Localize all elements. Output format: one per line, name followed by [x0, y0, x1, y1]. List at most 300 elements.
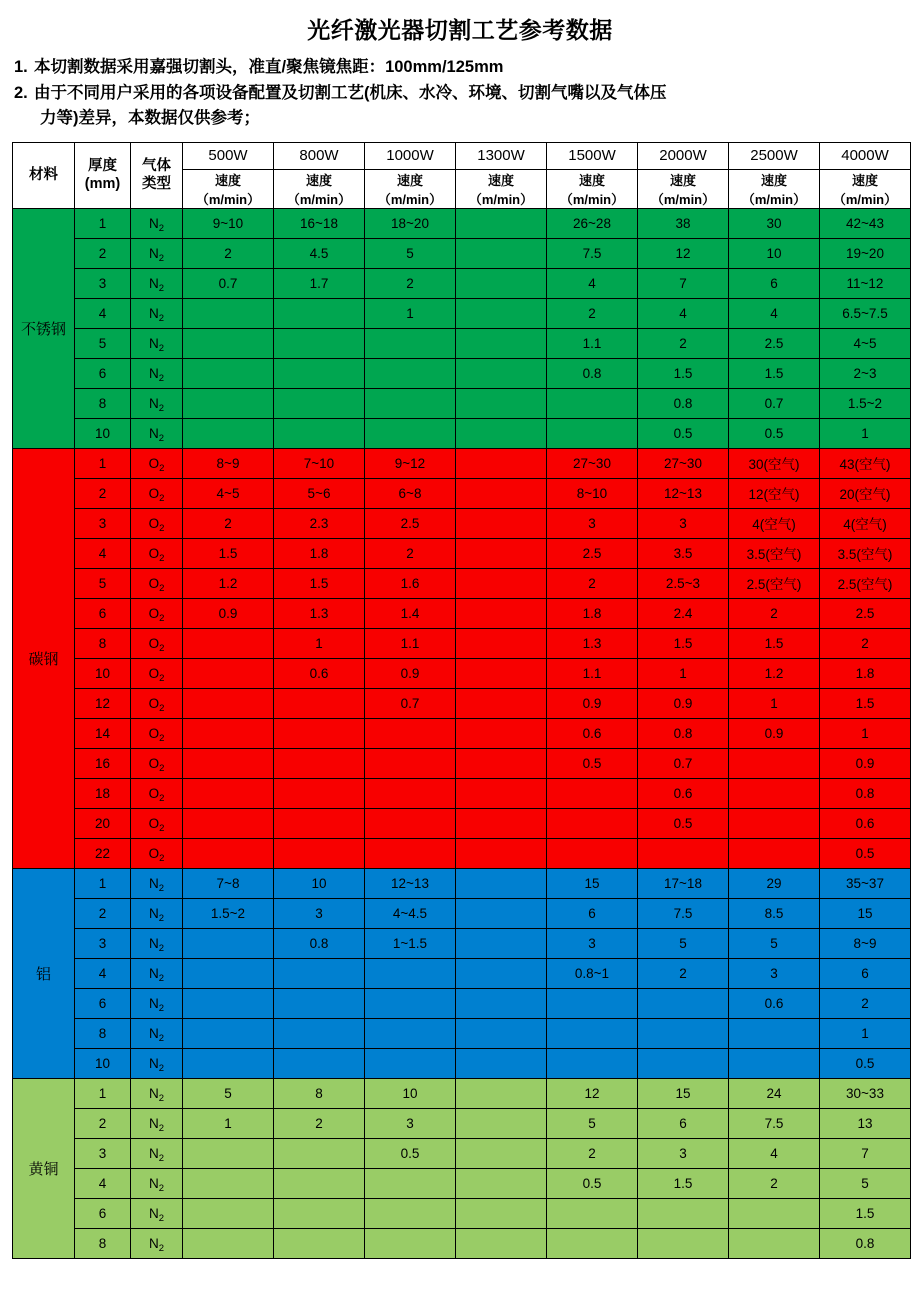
speed-cell-1300w: [456, 1078, 547, 1108]
speed-cell-1500w: [547, 1228, 638, 1258]
speed-cell-1000w: 3: [365, 1108, 456, 1138]
speed-cell-1300w: [456, 268, 547, 298]
speed-cell-1500w: 4: [547, 268, 638, 298]
speed-cell-2500w: [729, 1048, 820, 1078]
speed-cell-800w: [274, 778, 365, 808]
speed-cell-1300w: [456, 238, 547, 268]
speed-cell-2000w: 7: [638, 268, 729, 298]
speed-cell-1000w: [365, 718, 456, 748]
thickness-cell: 10: [75, 1048, 131, 1078]
note-1-text: 本切割数据采用嘉强切割头，准直/聚焦镜焦距：100mm/125mm: [34, 58, 504, 76]
speed-cell-4000w: 1: [820, 718, 911, 748]
speed-cell-800w: 1: [274, 628, 365, 658]
speed-cell-4000w: 1.5: [820, 1198, 911, 1228]
table-row: [13, 958, 911, 988]
speed-cell-500w: 0.7: [183, 268, 274, 298]
speed-cell-2000w: 4: [638, 298, 729, 328]
note-2: [14, 81, 908, 107]
thickness-cell: 4: [75, 1168, 131, 1198]
table-row: [13, 238, 911, 268]
thickness-cell: 16: [75, 748, 131, 778]
speed-cell-2500w: 7.5: [729, 1108, 820, 1138]
speed-cell-800w: [274, 1228, 365, 1258]
gas-type-cell: $N_2$: [131, 1228, 183, 1258]
speed-cell-4000w: 3.5(空气): [820, 538, 911, 568]
speed-cell-1500w: [547, 388, 638, 418]
speed-cell-2500w: 2.5: [729, 328, 820, 358]
table-row: [13, 658, 911, 688]
speed-unit: （m/min）: [559, 191, 625, 207]
note-2-text: 由于不同用户采用的各项设备配置及切割工艺(机床、水冷、环境、切割气嘴以及气体压: [34, 83, 667, 102]
speed-cell-4000w: 0.9: [820, 748, 911, 778]
material-cell-carbon-steel: 碳钢: [13, 448, 75, 868]
speed-cell-1300w: [456, 508, 547, 538]
thickness-cell: 6: [75, 1198, 131, 1228]
speed-cell-2000w: 2.4: [638, 598, 729, 628]
thickness-cell: 12: [75, 688, 131, 718]
speed-cell-2000w: 6: [638, 1108, 729, 1138]
speed-unit: （m/min）: [468, 191, 534, 207]
gas-type-cell: $N_2$: [131, 418, 183, 448]
gas-type-cell: $N_2$: [131, 1078, 183, 1108]
table-row: [13, 898, 911, 928]
thickness-cell: 6: [75, 598, 131, 628]
note-1: [14, 55, 908, 81]
speed-cell-500w: [183, 628, 274, 658]
table-row: [13, 1228, 911, 1258]
speed-cell-1500w: 26~28: [547, 208, 638, 238]
speed-cell-1300w: [456, 748, 547, 778]
table-row: [13, 808, 911, 838]
speed-cell-2000w: 38: [638, 208, 729, 238]
speed-cell-1000w: 2: [365, 538, 456, 568]
thickness-cell: 10: [75, 658, 131, 688]
speed-cell-1500w: 0.8~1: [547, 958, 638, 988]
speed-cell-1300w: [456, 898, 547, 928]
speed-cell-2000w: 5: [638, 928, 729, 958]
speed-cell-500w: [183, 1138, 274, 1168]
gas-type-cell: $O_2$: [131, 598, 183, 628]
speed-cell-2000w: [638, 838, 729, 868]
speed-cell-800w: 16~18: [274, 208, 365, 238]
table-row: [13, 268, 911, 298]
speed-cell-1500w: 0.8: [547, 358, 638, 388]
header-power-2000w: 2000W: [638, 142, 729, 169]
speed-cell-500w: [183, 1018, 274, 1048]
table-row: [13, 1198, 911, 1228]
gas-type-cell: $N_2$: [131, 1138, 183, 1168]
thickness-cell: 3: [75, 268, 131, 298]
speed-cell-2500w: 4: [729, 298, 820, 328]
speed-cell-2500w: [729, 1198, 820, 1228]
table-row: [13, 208, 911, 238]
speed-cell-2000w: 15: [638, 1078, 729, 1108]
thickness-cell: 1: [75, 868, 131, 898]
speed-cell-1000w: [365, 418, 456, 448]
table-row: [13, 988, 911, 1018]
speed-cell-4000w: 1: [820, 418, 911, 448]
speed-cell-1000w: [365, 838, 456, 868]
speed-cell-500w: 1: [183, 1108, 274, 1138]
speed-cell-2500w: [729, 838, 820, 868]
speed-cell-500w: 1.5: [183, 538, 274, 568]
speed-cell-500w: 8~9: [183, 448, 274, 478]
speed-cell-800w: [274, 838, 365, 868]
speed-cell-1300w: [456, 868, 547, 898]
table-row: [13, 598, 911, 628]
speed-cell-1000w: 2.5: [365, 508, 456, 538]
speed-cell-1000w: 1.1: [365, 628, 456, 658]
speed-cell-2000w: 0.6: [638, 778, 729, 808]
speed-cell-1300w: [456, 448, 547, 478]
header-gas-line1: 气体: [142, 158, 171, 175]
speed-cell-2500w: 1: [729, 688, 820, 718]
material-cell-aluminium: 铝: [13, 868, 75, 1078]
speed-cell-4000w: 42~43: [820, 208, 911, 238]
speed-cell-1500w: [547, 808, 638, 838]
speed-cell-1500w: 0.5: [547, 748, 638, 778]
gas-type-cell: $N_2$: [131, 1168, 183, 1198]
speed-label: 速度: [669, 172, 696, 188]
material-cell-stainless-steel: 不锈钢: [13, 208, 75, 448]
speed-cell-1300w: [456, 598, 547, 628]
gas-type-cell: $N_2$: [131, 1198, 183, 1228]
speed-cell-2500w: 4: [729, 1138, 820, 1168]
speed-cell-800w: 3: [274, 898, 365, 928]
header-speed-4000w: [820, 169, 911, 208]
speed-cell-1300w: [456, 1168, 547, 1198]
speed-cell-2000w: 2.5~3: [638, 568, 729, 598]
speed-cell-2000w: [638, 1018, 729, 1048]
speed-cell-1300w: [456, 628, 547, 658]
speed-cell-1500w: 0.9: [547, 688, 638, 718]
speed-cell-1000w: [365, 1048, 456, 1078]
speed-cell-500w: [183, 1228, 274, 1258]
speed-cell-2000w: [638, 988, 729, 1018]
speed-label: 速度: [760, 172, 787, 188]
thickness-cell: 10: [75, 418, 131, 448]
speed-cell-4000w: 6.5~7.5: [820, 298, 911, 328]
header-thickness-line2: (mm): [84, 176, 121, 193]
gas-type-cell: $N_2$: [131, 898, 183, 928]
speed-cell-1500w: [547, 988, 638, 1018]
speed-cell-2500w: 2.5(空气): [729, 568, 820, 598]
speed-cell-2500w: 0.9: [729, 718, 820, 748]
speed-cell-1300w: [456, 688, 547, 718]
speed-cell-1300w: [456, 1048, 547, 1078]
speed-cell-500w: [183, 958, 274, 988]
speed-cell-800w: [274, 1018, 365, 1048]
speed-cell-2500w: 5: [729, 928, 820, 958]
speed-cell-4000w: 0.8: [820, 1228, 911, 1258]
speed-cell-500w: [183, 988, 274, 1018]
gas-type-cell: $O_2$: [131, 838, 183, 868]
speed-cell-4000w: 2~3: [820, 358, 911, 388]
speed-unit: （m/min）: [286, 191, 352, 207]
gas-type-cell: $N_2$: [131, 298, 183, 328]
speed-cell-1500w: [547, 1198, 638, 1228]
table-row: [13, 478, 911, 508]
header-power-4000w: 4000W: [820, 142, 911, 169]
header-power-1300w: 1300W: [456, 142, 547, 169]
speed-cell-2000w: 1: [638, 658, 729, 688]
header-speed-2000w: [638, 169, 729, 208]
thickness-cell: 5: [75, 568, 131, 598]
speed-cell-1000w: [365, 328, 456, 358]
speed-cell-4000w: 43(空气): [820, 448, 911, 478]
speed-cell-1500w: [547, 418, 638, 448]
speed-unit: （m/min）: [650, 191, 716, 207]
speed-cell-1300w: [456, 928, 547, 958]
speed-label: 速度: [305, 172, 332, 188]
speed-cell-2500w: 8.5: [729, 898, 820, 928]
speed-cell-1000w: 10: [365, 1078, 456, 1108]
thickness-cell: 1: [75, 448, 131, 478]
speed-cell-2000w: 7.5: [638, 898, 729, 928]
speed-cell-800w: [274, 718, 365, 748]
table-row: [13, 1108, 911, 1138]
thickness-cell: 22: [75, 838, 131, 868]
gas-type-cell: $N_2$: [131, 328, 183, 358]
gas-type-cell: $O_2$: [131, 628, 183, 658]
table-row: [13, 868, 911, 898]
speed-cell-1500w: 12: [547, 1078, 638, 1108]
speed-cell-2000w: [638, 1198, 729, 1228]
speed-cell-1000w: 5: [365, 238, 456, 268]
speed-cell-2000w: 1.5: [638, 628, 729, 658]
speed-cell-800w: [274, 748, 365, 778]
speed-cell-4000w: 2.5(空气): [820, 568, 911, 598]
speed-cell-1000w: [365, 1228, 456, 1258]
speed-cell-500w: [183, 718, 274, 748]
speed-label: 速度: [487, 172, 514, 188]
gas-type-cell: $N_2$: [131, 388, 183, 418]
header-gas-line2: 类型: [142, 176, 171, 193]
speed-cell-500w: 7~8: [183, 868, 274, 898]
speed-cell-1500w: 2: [547, 298, 638, 328]
speed-cell-1500w: [547, 838, 638, 868]
header-power-500w: 500W: [183, 142, 274, 169]
thickness-cell: 6: [75, 358, 131, 388]
speed-cell-2500w: 4(空气): [729, 508, 820, 538]
table-row: [13, 1018, 911, 1048]
thickness-cell: 14: [75, 718, 131, 748]
speed-cell-2500w: 1.2: [729, 658, 820, 688]
thickness-cell: 3: [75, 508, 131, 538]
speed-cell-1300w: [456, 1108, 547, 1138]
speed-cell-500w: 5: [183, 1078, 274, 1108]
speed-cell-800w: 2: [274, 1108, 365, 1138]
table-row: [13, 778, 911, 808]
table-row: [13, 748, 911, 778]
material-cell-brass: 黄铜: [13, 1078, 75, 1258]
speed-cell-1500w: 3: [547, 928, 638, 958]
header-power-1000w: 1000W: [365, 142, 456, 169]
table-row: [13, 838, 911, 868]
speed-cell-2500w: 0.6: [729, 988, 820, 1018]
speed-cell-1000w: 2: [365, 268, 456, 298]
gas-type-cell: $O_2$: [131, 658, 183, 688]
speed-cell-1000w: [365, 808, 456, 838]
speed-cell-800w: 1.3: [274, 598, 365, 628]
speed-cell-1000w: [365, 1198, 456, 1228]
speed-cell-2500w: [729, 748, 820, 778]
speed-cell-500w: [183, 328, 274, 358]
table-row: [13, 718, 911, 748]
speed-cell-2500w: 29: [729, 868, 820, 898]
speed-cell-1500w: 2.5: [547, 538, 638, 568]
gas-type-cell: $N_2$: [131, 958, 183, 988]
thickness-cell: 6: [75, 988, 131, 1018]
header-speed-2500w: [729, 169, 820, 208]
table-row: [13, 688, 911, 718]
speed-cell-2500w: 24: [729, 1078, 820, 1108]
speed-cell-1000w: 1: [365, 298, 456, 328]
speed-cell-500w: [183, 748, 274, 778]
table-row: [13, 298, 911, 328]
speed-cell-1500w: 2: [547, 568, 638, 598]
gas-type-cell: $N_2$: [131, 1048, 183, 1078]
thickness-cell: 3: [75, 1138, 131, 1168]
speed-cell-2000w: 0.8: [638, 388, 729, 418]
gas-type-cell: $O_2$: [131, 538, 183, 568]
gas-type-cell: $N_2$: [131, 358, 183, 388]
gas-type-cell: $O_2$: [131, 778, 183, 808]
speed-cell-2000w: 1.5: [638, 1168, 729, 1198]
speed-cell-1300w: [456, 778, 547, 808]
speed-cell-4000w: 5: [820, 1168, 911, 1198]
speed-cell-1500w: 2: [547, 1138, 638, 1168]
speed-cell-4000w: 2: [820, 988, 911, 1018]
speed-cell-2500w: 3: [729, 958, 820, 988]
speed-cell-1300w: [456, 568, 547, 598]
speed-label: 速度: [396, 172, 423, 188]
speed-cell-4000w: 1: [820, 1018, 911, 1048]
speed-cell-500w: [183, 928, 274, 958]
speed-cell-500w: [183, 838, 274, 868]
speed-cell-1500w: 1.1: [547, 658, 638, 688]
speed-cell-1000w: 1.4: [365, 598, 456, 628]
speed-cell-500w: [183, 358, 274, 388]
table-row: [13, 628, 911, 658]
speed-cell-1300w: [456, 538, 547, 568]
speed-cell-1000w: [365, 778, 456, 808]
speed-label: 速度: [578, 172, 605, 188]
cutting-parameters-table: [12, 142, 911, 1259]
speed-cell-4000w: 7: [820, 1138, 911, 1168]
speed-cell-800w: [274, 988, 365, 1018]
note-2-continuation: 力等)差异，本数据仅供参考；: [40, 109, 260, 128]
speed-cell-1000w: [365, 748, 456, 778]
header-speed-500w: [183, 169, 274, 208]
speed-cell-2000w: 0.8: [638, 718, 729, 748]
speed-cell-800w: 7~10: [274, 448, 365, 478]
speed-cell-1300w: [456, 808, 547, 838]
speed-cell-800w: 0.8: [274, 928, 365, 958]
speed-cell-4000w: 0.5: [820, 838, 911, 868]
speed-cell-800w: [274, 1138, 365, 1168]
speed-cell-1500w: 0.6: [547, 718, 638, 748]
gas-type-cell: $N_2$: [131, 928, 183, 958]
speed-cell-2000w: [638, 1228, 729, 1258]
gas-type-cell: $N_2$: [131, 268, 183, 298]
speed-cell-2000w: 2: [638, 328, 729, 358]
speed-cell-4000w: 19~20: [820, 238, 911, 268]
gas-type-cell: $O_2$: [131, 718, 183, 748]
header-speed-1500w: [547, 169, 638, 208]
speed-unit: （m/min）: [741, 191, 807, 207]
speed-cell-2000w: [638, 1048, 729, 1078]
speed-cell-2500w: 12(空气): [729, 478, 820, 508]
speed-cell-500w: [183, 688, 274, 718]
speed-cell-800w: [274, 958, 365, 988]
table-row: [13, 538, 911, 568]
speed-cell-800w: 4.5: [274, 238, 365, 268]
thickness-cell: 2: [75, 478, 131, 508]
speed-cell-4000w: 8~9: [820, 928, 911, 958]
gas-type-cell: $O_2$: [131, 568, 183, 598]
speed-cell-800w: [274, 808, 365, 838]
speed-cell-4000w: 15: [820, 898, 911, 928]
speed-cell-1000w: [365, 958, 456, 988]
speed-cell-500w: [183, 1048, 274, 1078]
speed-cell-2500w: [729, 1228, 820, 1258]
thickness-cell: 2: [75, 898, 131, 928]
speed-cell-1500w: 6: [547, 898, 638, 928]
speed-cell-1500w: 1.1: [547, 328, 638, 358]
speed-cell-2000w: 3: [638, 508, 729, 538]
thickness-cell: 2: [75, 238, 131, 268]
speed-unit: （m/min）: [195, 191, 261, 207]
gas-type-cell: $O_2$: [131, 448, 183, 478]
table-row: [13, 1138, 911, 1168]
thickness-cell: 4: [75, 958, 131, 988]
table-row: [13, 508, 911, 538]
speed-cell-1000w: 18~20: [365, 208, 456, 238]
speed-cell-2000w: 3: [638, 1138, 729, 1168]
speed-cell-500w: [183, 1198, 274, 1228]
thickness-cell: 2: [75, 1108, 131, 1138]
speed-cell-2000w: 12: [638, 238, 729, 268]
thickness-cell: 4: [75, 538, 131, 568]
speed-cell-1300w: [456, 388, 547, 418]
speed-cell-800w: 5~6: [274, 478, 365, 508]
table-row: [13, 1168, 911, 1198]
header-power-2500w: 2500W: [729, 142, 820, 169]
table-row: [13, 928, 911, 958]
speed-cell-500w: 2: [183, 238, 274, 268]
speed-cell-4000w: 35~37: [820, 868, 911, 898]
speed-cell-1300w: [456, 718, 547, 748]
speed-cell-2500w: 30(空气): [729, 448, 820, 478]
speed-cell-1300w: [456, 658, 547, 688]
speed-cell-1300w: [456, 988, 547, 1018]
header-row-power: [13, 142, 911, 169]
gas-type-cell: $O_2$: [131, 748, 183, 778]
speed-cell-1500w: 27~30: [547, 448, 638, 478]
speed-cell-500w: [183, 658, 274, 688]
speed-cell-500w: 1.2: [183, 568, 274, 598]
speed-cell-2000w: 17~18: [638, 868, 729, 898]
speed-cell-800w: 2.3: [274, 508, 365, 538]
speed-cell-800w: 8: [274, 1078, 365, 1108]
speed-cell-500w: [183, 808, 274, 838]
speed-cell-2500w: 1.5: [729, 628, 820, 658]
speed-cell-2000w: 27~30: [638, 448, 729, 478]
speed-cell-1500w: [547, 1048, 638, 1078]
note-1-number: 1.: [14, 58, 28, 76]
speed-cell-1300w: [456, 838, 547, 868]
